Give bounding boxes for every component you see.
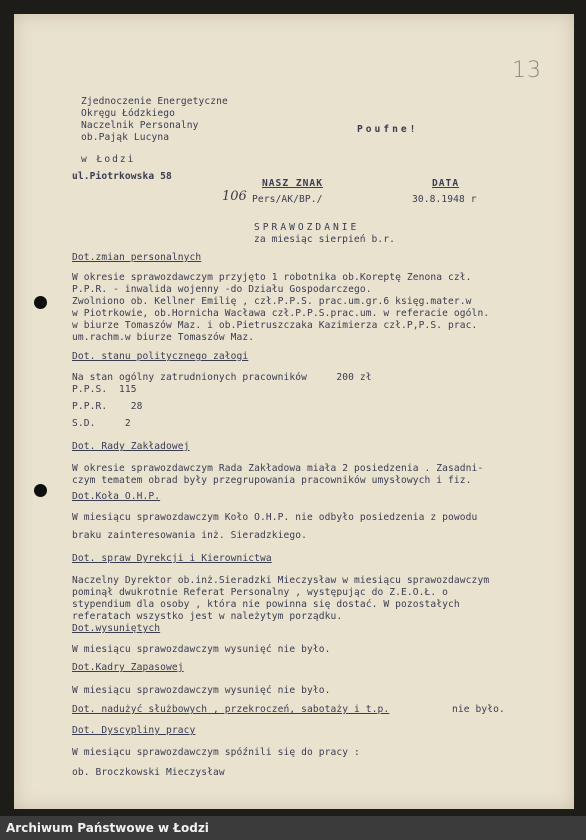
party-count: P.P.R. 28 xyxy=(72,401,143,412)
body-line: czym tematem obrad były przegrupowania pracowników umysłowych i fiz. xyxy=(72,475,472,486)
section-heading: Dot.Kadry Zapasowej xyxy=(72,662,184,673)
body-line: W miesiącu sprawozdawczym Koło O.H.P. nie odbyło posiedzenia z powodu xyxy=(72,512,478,523)
body-line: stypendium dla osoby , która nie powinna się dostać. W pozostałych xyxy=(72,599,460,610)
body-line: Zwolniono ob. Kellner Emilię , czł.P.P.S. prac.um.gr.6 księg.mater.w xyxy=(72,296,472,307)
body-line: W okresie sprawozdawczym przyjęto 1 robotnika ob.Koreptę Zenona czł. xyxy=(72,272,472,283)
reference-value: Pers/AK/BP./ xyxy=(252,194,323,205)
reference-number: 106 xyxy=(222,189,247,204)
body-line: P.P.R. - inwalida wojenny -do Działu Gospodarczego. xyxy=(72,284,372,295)
archive-footer: Archiwum Państwowe w Łodzi xyxy=(0,816,586,840)
body-line: w Piotrkowie, ob.Hornicha Wacława czł.P.P.S.prac.um. w referacie ogóln. xyxy=(72,308,490,319)
punch-hole xyxy=(34,296,47,309)
sender-line: Okręgu Łódzkiego xyxy=(81,108,176,119)
body-line: W okresie sprawozdawczym Rada Zakładowa miała 2 posiedzenia . Zasadni- xyxy=(72,463,484,474)
body-line: ob. Broczkowski Mieczysław xyxy=(72,767,225,778)
section-heading: Dot. Dyscypliny pracy xyxy=(72,725,196,736)
section-heading: Dot. nadużyć służbowych , przekroczeń, sabotaży i t.p. xyxy=(72,704,390,715)
document-title: SPRAWOZDANIE xyxy=(254,222,360,233)
body-line: W miesiącu sprawozdawczym spóźnili się do pracy : xyxy=(72,747,360,758)
sender-city: w Łodzi xyxy=(81,154,136,165)
sender-street: ul.Piotrkowska 58 xyxy=(72,171,172,182)
party-count: P.P.S. 115 xyxy=(72,384,137,395)
body-line: nie było. xyxy=(452,704,505,715)
date-value: 30.8.1948 r xyxy=(412,194,477,205)
body-line: pominął dwukrotnie Referat Personalny , występując do Z.E.O.Ł. o xyxy=(72,587,449,598)
body-line: W miesiącu sprawozdawczym wysunięć nie było. xyxy=(72,685,331,696)
section-heading: Dot.wysuniętych xyxy=(72,623,161,634)
body-line: Na stan ogólny zatrudnionych pracowników 200 zł xyxy=(72,372,372,383)
body-line: um.rachm.w biurze Tomaszów Maz. xyxy=(72,332,255,343)
sender-line: Naczelnik Personalny xyxy=(81,120,199,131)
body-line: referatach wszystko jest w należytym porządku. xyxy=(72,611,343,622)
section-heading: Dot. Rady Zakładowej xyxy=(72,441,190,452)
date-label: DATA xyxy=(432,178,460,189)
body-line: w biurze Tomaszów Maz. i ob.Pietruszczaka Kazimierza czł.P,P.S. prac. xyxy=(72,320,478,331)
document-page xyxy=(14,14,574,809)
document-subtitle: za miesiąc sierpień b.r. xyxy=(254,234,396,245)
body-line: braku zainteresowania inż. Sieradzkiego. xyxy=(72,530,308,541)
punch-hole xyxy=(34,484,47,497)
section-heading: Dot. stanu politycznego załogi xyxy=(72,351,249,362)
section-heading: Dot. spraw Dyrekcji i Kierownictwa xyxy=(72,553,272,564)
sender-line: ob.Pająk Lucyna xyxy=(81,132,170,143)
section-heading: Dot.zmian personalnych xyxy=(72,252,202,263)
section-heading: Dot.Koła O.H.P. xyxy=(72,491,161,502)
confidential-stamp: Poufne! xyxy=(357,124,419,135)
sender-line: Zjednoczenie Energetyczne xyxy=(81,96,228,107)
party-count: S.D. 2 xyxy=(72,418,131,429)
reference-label: NASZ ZNAK xyxy=(262,178,323,189)
page-number: 13 xyxy=(512,58,542,83)
body-line: W miesiącu sprawozdawczym wysunięć nie było. xyxy=(72,644,331,655)
body-line: Naczelny Dyrektor ob.inż.Sieradzki Mieczysław w miesiącu sprawozdawczym xyxy=(72,575,490,586)
